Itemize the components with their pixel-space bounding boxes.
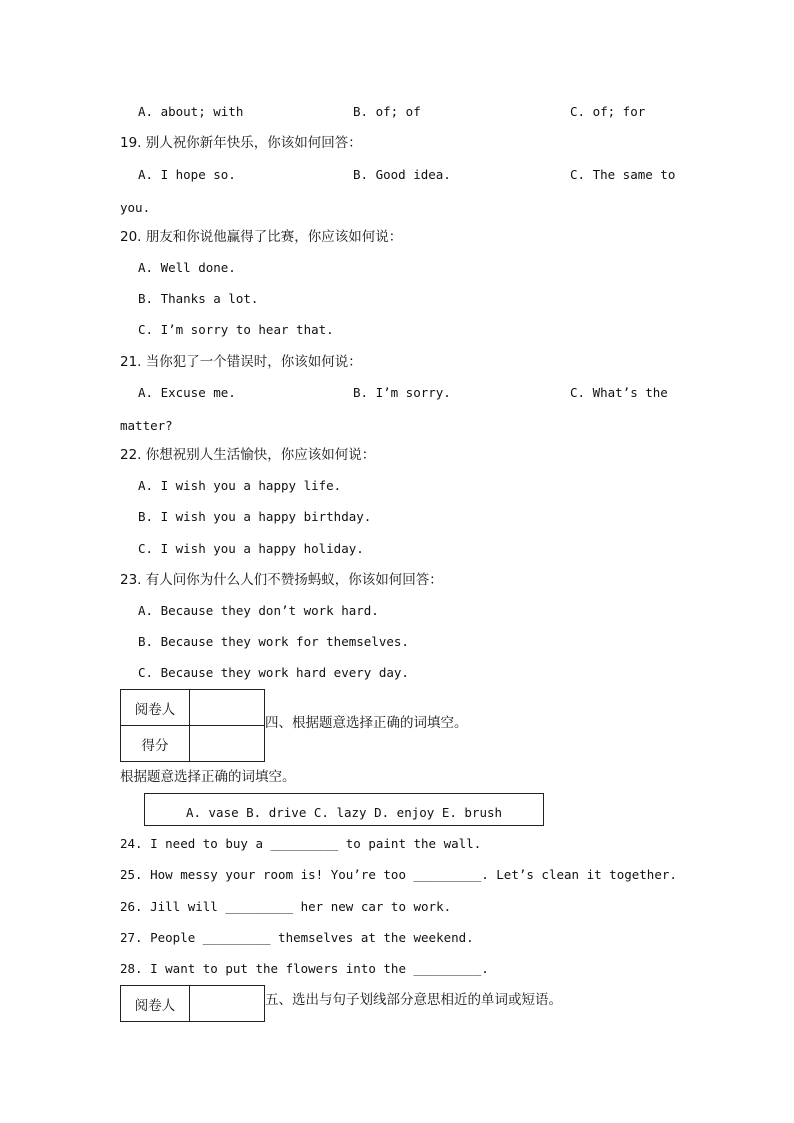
q19-option-c: C. The same to [570, 167, 676, 182]
q20-option-c: C. I’m sorry to hear that. [138, 322, 334, 337]
q18-option-c: C. of; for [570, 104, 646, 119]
word-bank: A. vase B. drive C. lazy D. enjoy E. brush [185, 805, 503, 820]
q23-option-c: C. Because they work hard every day. [138, 665, 409, 680]
q19-option-b: B. Good idea. [353, 167, 451, 182]
score-cell [190, 726, 265, 762]
q21-option-a: A. Excuse me. [138, 385, 236, 400]
q21-stem: 21. 当你犯了一个错误时，你该如何说： [120, 354, 362, 370]
q19-option-a: A. I hope so. [138, 167, 236, 182]
q28: 28. I want to put the flowers into the _________. [120, 961, 489, 976]
section4-instruction: 根据题意选择正确的词填空。 [120, 769, 296, 785]
section4-heading: 四、根据题意选择正确的词填空。 [265, 715, 468, 731]
q21-option-c-wrap: matter? [120, 418, 173, 433]
q23-stem: 23. 有人问你为什么人们不赞扬蚂蚁，你该如何回答： [120, 572, 443, 588]
q22-option-c: C. I wish you a happy holiday. [138, 541, 364, 556]
section5-score-table [120, 985, 265, 1022]
section4-score-table [120, 689, 265, 762]
q23-option-b: B. Because they work for themselves. [138, 634, 409, 649]
q22-stem: 22. 你想祝别人生活愉快，你应该如何说： [120, 447, 376, 463]
q23-option-a: A. Because they don’t work hard. [138, 603, 379, 618]
q22-option-a: A. I wish you a happy life. [138, 478, 342, 493]
q18-option-a: A. about; with [138, 104, 244, 119]
q19-stem: 19. 别人祝你新年快乐，你该如何回答： [120, 135, 362, 151]
q24: 24. I need to buy a _________ to paint the wall. [120, 836, 482, 851]
grader-cell [190, 986, 265, 1022]
q27: 27. People _________ themselves at the weekend. [120, 930, 474, 945]
grader-label: 阅卷人 [121, 986, 190, 1022]
section5-heading: 五、选出与句子划线部分意思相近的单词或短语。 [265, 992, 562, 1008]
q20-stem: 20. 朋友和你说他赢得了比赛，你应该如何说： [120, 229, 403, 245]
q21-option-c: C. What’s the [570, 385, 668, 400]
q18-option-b: B. of; of [353, 104, 421, 119]
q20-option-b: B. Thanks a lot. [138, 291, 259, 306]
q20-option-a: A. Well done. [138, 260, 236, 275]
q19-option-c-wrap: you. [120, 200, 151, 215]
q25: 25. How messy your room is! You’re too _________. Let’s clean it together. [120, 867, 677, 882]
q26: 26. Jill will _________ her new car to work. [120, 899, 452, 914]
word-bank-box [144, 793, 544, 826]
score-label: 得分 [121, 726, 190, 762]
q22-option-b: B. I wish you a happy birthday. [138, 509, 372, 524]
grader-label: 阅卷人 [121, 690, 190, 726]
q21-option-b: B. I’m sorry. [353, 385, 451, 400]
grader-cell [190, 690, 265, 726]
